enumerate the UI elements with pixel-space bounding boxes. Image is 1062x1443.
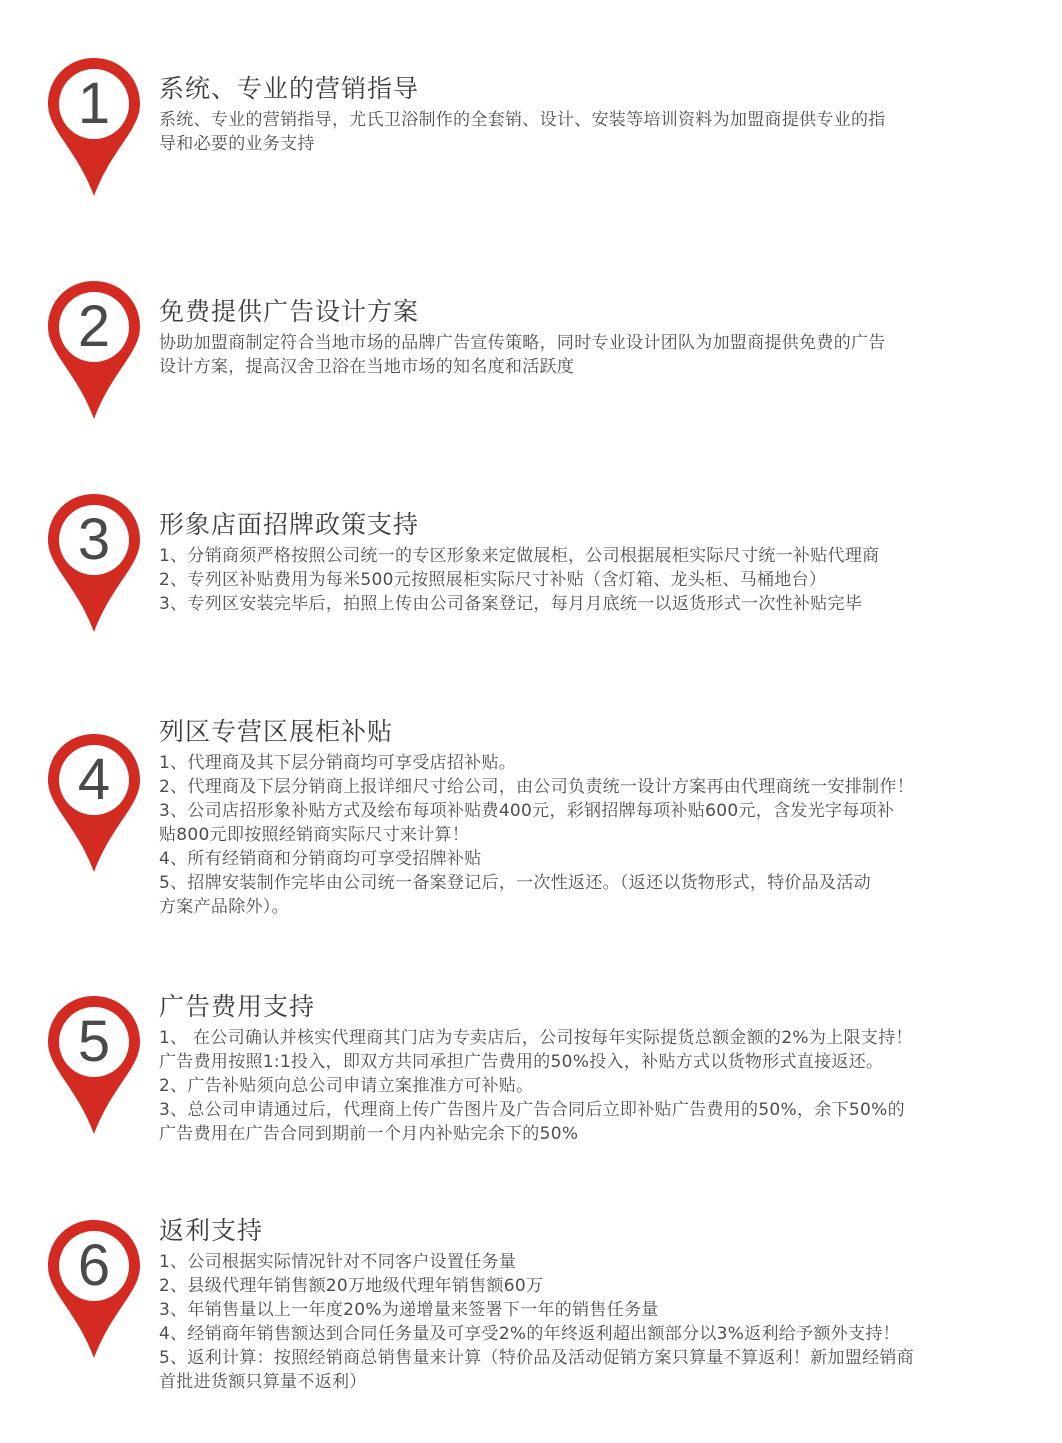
section-line: 3、专列区安装完毕后，拍照上传由公司备案登记，每月月底统一以返货形式一次性补贴完毕 xyxy=(159,594,863,614)
section-line: 1、 在公司确认并核实代理商其门店为专卖店后，公司按每年实际提货总额金额的2%为上限支持！ xyxy=(159,1028,913,1048)
section-line: 4、所有经销商和分销商均可享受招牌补贴 xyxy=(159,849,482,869)
pin-number: 6 xyxy=(77,1233,111,1298)
section-line: 贴800元即按照经销商实际尺寸来计算！ xyxy=(159,825,470,845)
map-pin-icon xyxy=(46,732,142,874)
section-line: 5、返利计算：按照经销商总销售量来计算（特价品及活动促销方案只算量不算返利！新加盟经销商 xyxy=(159,1348,915,1368)
section-line: 2、广告补贴须向总公司申请立案推准方可补贴。 xyxy=(159,1076,534,1096)
map-pin-icon xyxy=(46,56,142,198)
map-pin-icon xyxy=(46,279,142,421)
section-line: 2、县级代理年销售额20万地级代理年销售额60万 xyxy=(159,1276,544,1296)
section-content xyxy=(159,297,999,379)
section-line: 4、经销商年销售额达到合同任务量及可享受2%的年终返利超出额部分以3%返利给予额外支持！ xyxy=(159,1324,900,1344)
section-content xyxy=(159,1216,999,1394)
section-line: 5、招牌安装制作完毕由公司统一备案登记后，一次性返还。（返还以货物形式，特价品及活动 xyxy=(159,873,871,893)
section-line: 广告费用按照1:1投入，即双方共同承担广告费用的50%投入，补贴方式以货物形式直接返还。 xyxy=(159,1052,884,1072)
section-line: 3、公司店招形象补贴方式及绘布每项补贴费400元，彩钢招牌每项补贴600元，含发光字每项补 xyxy=(159,801,895,821)
section-content xyxy=(159,74,999,156)
section-line: 3、年销售量以上一年度20%为递增量来签署下一年的销售任务量 xyxy=(159,1300,659,1320)
map-pin-icon xyxy=(46,1218,142,1360)
section-line: 2、专列区补贴费用为每米500元按照展柜实际尺寸补贴（含灯箱、龙头柜、马桶地台） xyxy=(159,570,827,590)
section-content xyxy=(159,992,999,1146)
pin-number: 1 xyxy=(77,71,111,136)
section-title: 形象店面招牌政策支持 xyxy=(159,510,420,539)
section-title: 系统、专业的营销指导 xyxy=(159,74,420,103)
section-line: 设计方案，提高汉舍卫浴在当地市场的知名度和活跃度 xyxy=(159,357,575,377)
map-pin-icon xyxy=(46,492,142,634)
pin-number: 2 xyxy=(77,294,111,359)
section-title: 免费提供广告设计方案 xyxy=(159,297,420,326)
section-line: 导和必要的业务支持 xyxy=(159,134,315,154)
section-line: 系统、专业的营销指导，尤氏卫浴制作的全套销、设计、安装等培训资料为加盟商提供专业的指 xyxy=(159,110,886,130)
section-line: 广告费用在广告合同到期前一个月内补贴完余下的50% xyxy=(159,1124,579,1144)
section-line: 协助加盟商制定符合当地市场的品牌广告宣传策略，同时专业设计团队为加盟商提供免费的广告 xyxy=(159,333,886,353)
pin-number: 3 xyxy=(77,507,111,572)
section-line: 1、公司根据实际情况针对不同客户设置任务量 xyxy=(159,1252,517,1272)
section-content xyxy=(159,717,999,919)
section-title: 广告费用支持 xyxy=(159,992,316,1021)
section-line: 3、总公司申请通过后，代理商上传广告图片及广告合同后立即补贴广告费用的50%，余下50%的 xyxy=(159,1100,905,1120)
section-line: 首批进货额只算量不返利） xyxy=(159,1372,367,1392)
section-title: 返利支持 xyxy=(159,1216,264,1245)
section-content xyxy=(159,510,999,616)
section-line: 1、代理商及其下层分销商均可享受店招补贴。 xyxy=(159,753,517,773)
section-title: 列区专营区展柜补贴 xyxy=(159,717,394,746)
pin-number: 5 xyxy=(77,1009,111,1074)
section-line: 方案产品除外）。 xyxy=(159,897,289,917)
map-pin-icon xyxy=(46,994,142,1136)
section-line: 1、分销商须严格按照公司统一的专区形象来定做展柜，公司根据展柜实际尺寸统一补贴代理商 xyxy=(159,546,880,566)
section-line: 2、代理商及下层分销商上报详细尺寸给公司，由公司负责统一设计方案再由代理商统一安排制作！ xyxy=(159,777,915,797)
pin-number: 4 xyxy=(77,747,111,812)
